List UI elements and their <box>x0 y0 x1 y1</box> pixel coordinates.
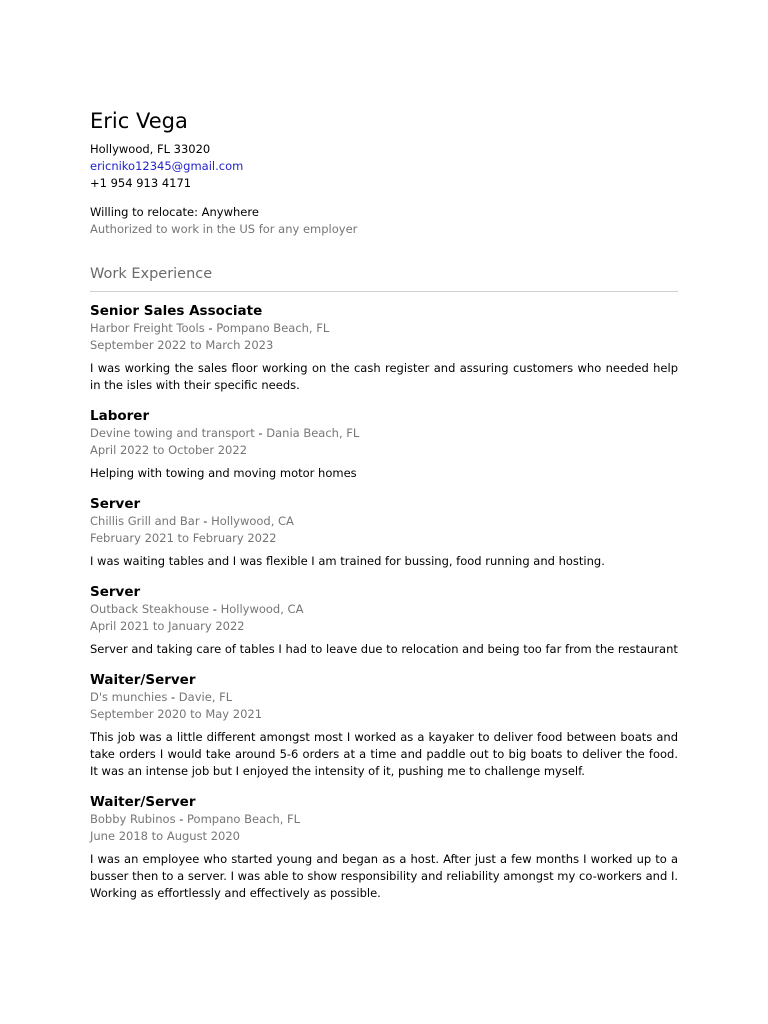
job-employer <box>90 601 678 618</box>
company-name: Outback Steakhouse <box>90 602 210 616</box>
separator: - <box>167 690 179 704</box>
job-title: Server <box>90 584 141 600</box>
job-description: Server and taking care of tables I had to leave due to relocation and being too far from the restaurant <box>90 642 678 656</box>
job-entry <box>90 407 678 482</box>
job-description: Helping with towing and moving motor homes <box>90 466 357 480</box>
candidate-name: Eric Vega <box>90 109 188 133</box>
job-location: Hollywood, CA <box>220 602 304 616</box>
relocate-text: Willing to relocate: Anywhere <box>90 205 259 219</box>
work-authorization-text: Authorized to work in the US for any employer <box>90 222 358 236</box>
company-name: Bobby Rubinos <box>90 812 176 826</box>
job-description: I was waiting tables and I was flexible I am trained for bussing, food running and hosting. <box>90 554 605 568</box>
separator: - <box>175 812 188 826</box>
section-title: Work Experience <box>90 264 678 292</box>
company-name: Harbor Freight Tools <box>90 321 205 335</box>
job-entry <box>90 583 678 658</box>
job-location: Dania Beach, FL <box>266 426 360 440</box>
separator: - <box>254 426 267 440</box>
job-description: This job was a little different amongst most I worked as a kayaker to deliver food between boats and take orders I would take around 5-6 orders at a time and paddle out to big boats to deliver the food. It was an intense job but I enjoyed the intensity of it, pushing me to challenge myself. <box>90 730 678 778</box>
separator: - <box>204 321 217 335</box>
job-entry <box>90 793 678 902</box>
job-description: I was working the sales floor working on the cash register and assuring customers who needed help in the isles with their specific needs. <box>90 361 678 392</box>
job-employer <box>90 425 678 442</box>
job-title: Server <box>90 496 141 512</box>
work-experience-section <box>90 264 678 902</box>
phone-text: +1 954 913 4171 <box>90 176 192 190</box>
job-dates: April 2021 to January 2022 <box>90 619 245 633</box>
job-entry <box>90 495 678 570</box>
job-dates: April 2022 to October 2022 <box>90 443 248 457</box>
company-name: Devine towing and transport <box>90 426 255 440</box>
location-text: Hollywood, FL 33020 <box>90 142 211 156</box>
separator: - <box>199 514 212 528</box>
resume-header <box>90 107 678 238</box>
separator: - <box>209 602 221 616</box>
job-title: Laborer <box>90 408 150 424</box>
company-name: D's munchies <box>90 690 168 704</box>
job-dates: September 2022 to March 2023 <box>90 338 274 352</box>
job-entry <box>90 302 678 394</box>
job-title: Waiter/Server <box>90 672 196 688</box>
job-employer <box>90 320 678 337</box>
job-entry <box>90 671 678 780</box>
job-employer <box>90 513 678 530</box>
job-dates: June 2018 to August 2020 <box>90 829 240 843</box>
job-employer <box>90 689 678 706</box>
job-location: Pompano Beach, FL <box>216 321 330 335</box>
email-link[interactable]: ericniko12345@gmail.com <box>90 159 244 173</box>
company-name: Chillis Grill and Bar <box>90 514 200 528</box>
job-dates: February 2021 to February 2022 <box>90 531 277 545</box>
job-location: Davie, FL <box>178 690 233 704</box>
job-title: Waiter/Server <box>90 794 196 810</box>
contact-block <box>90 141 678 192</box>
job-employer <box>90 811 678 828</box>
job-location: Pompano Beach, FL <box>187 812 301 826</box>
relocation-block <box>90 204 678 238</box>
job-dates: September 2020 to May 2021 <box>90 707 263 721</box>
job-location: Hollywood, CA <box>211 514 294 528</box>
job-description: I was an employee who started young and began as a host. After just a few months I worked up to a busser then to a server. I was able to show responsibility and reliability amongst my co-workers and I. Working as effortlessly and effectively as possible. <box>90 852 678 900</box>
job-title: Senior Sales Associate <box>90 303 263 319</box>
